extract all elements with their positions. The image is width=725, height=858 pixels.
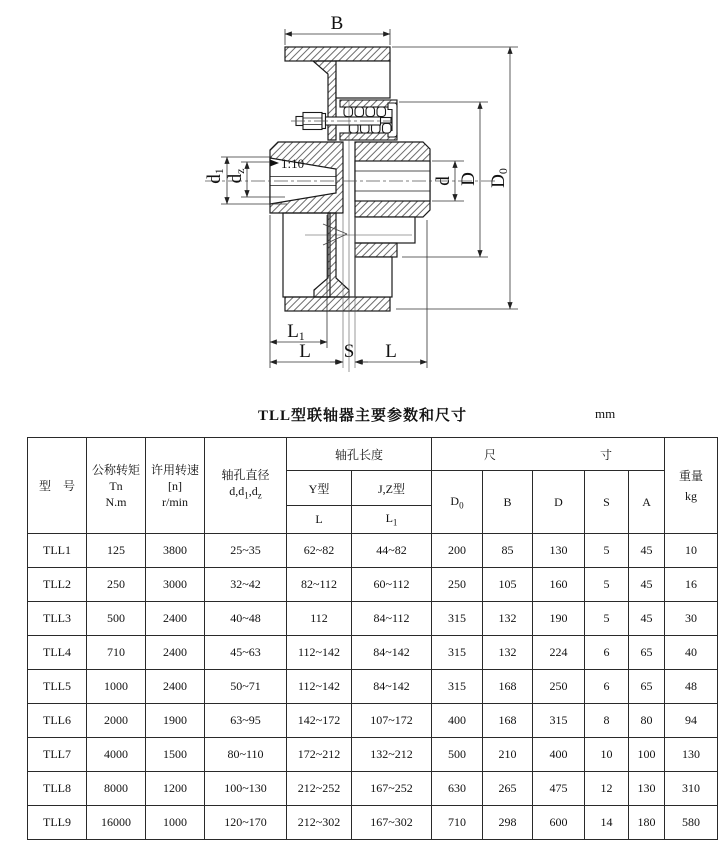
table-cell: 132~212 — [352, 738, 432, 772]
table-cell: 112~142 — [287, 670, 352, 704]
table-cell: 45 — [629, 568, 665, 602]
table-cell: 212~252 — [287, 772, 352, 806]
table-cell: 630 — [432, 772, 483, 806]
table-cell: 5 — [585, 602, 629, 636]
header-speed-line2: [n] — [168, 478, 182, 493]
table-cell: 6 — [585, 636, 629, 670]
dim-label-dz: dz — [225, 168, 247, 184]
header-weight — [665, 438, 718, 534]
table-cell: 45~63 — [205, 636, 287, 670]
header-bore-diameter-title: 轴孔直径 — [221, 468, 270, 483]
header-S: S — [585, 471, 629, 534]
table-cell: 710 — [87, 636, 146, 670]
table-cell: 65 — [629, 670, 665, 704]
table-cell: 500 — [432, 738, 483, 772]
table-cell: 80 — [629, 704, 665, 738]
table-cell: 400 — [432, 704, 483, 738]
table-cell: 16 — [665, 568, 718, 602]
table-cell: 62~82 — [287, 534, 352, 568]
dim-label-S: S — [343, 341, 355, 362]
header-D0: $D_0$ — [432, 471, 483, 534]
table-cell: 315 — [432, 636, 483, 670]
table-cell: 10 — [665, 534, 718, 568]
table-cell: 112~142 — [287, 636, 352, 670]
table-cell: 2400 — [146, 602, 205, 636]
table-cell: 107~172 — [352, 704, 432, 738]
table-cell: 315 — [432, 602, 483, 636]
dim-label-d: d — [433, 176, 454, 186]
table-cell: 710 — [432, 806, 483, 840]
right-hub — [355, 142, 430, 297]
header-speed — [146, 438, 205, 534]
table-cell: 60~112 — [352, 568, 432, 602]
dim-label-d1: d1 — [204, 168, 226, 184]
table-cell: 16000 — [87, 806, 146, 840]
header-L1: $L_1$ — [352, 506, 432, 534]
table-row — [28, 568, 718, 602]
gap-lines — [343, 100, 355, 372]
cell-model: TLL9 — [28, 806, 87, 840]
table-cell: 12 — [585, 772, 629, 806]
table-cell: 132 — [483, 636, 533, 670]
table-row — [28, 670, 718, 704]
table-cell: 65 — [629, 636, 665, 670]
table-row — [28, 738, 718, 772]
table-cell: 210 — [483, 738, 533, 772]
table-cell: 14 — [585, 806, 629, 840]
table-cell: 310 — [665, 772, 718, 806]
table-cell: 40 — [665, 636, 718, 670]
table-cell: 3800 — [146, 534, 205, 568]
table-row — [28, 534, 718, 568]
header-torque — [87, 438, 146, 534]
dim-label-B: B — [330, 13, 344, 34]
table-cell: 168 — [483, 704, 533, 738]
header-A: A — [629, 471, 665, 534]
table-cell: 1000 — [146, 806, 205, 840]
table-cell: 8000 — [87, 772, 146, 806]
header-size-char2: 寸 — [600, 447, 613, 462]
table-row — [28, 704, 718, 738]
dim-label-D: D — [458, 172, 479, 186]
taper-label: 1:10 — [281, 156, 305, 171]
dim-label-L1: L1 — [287, 321, 305, 343]
table-cell: 84~112 — [352, 602, 432, 636]
table-cell: 315 — [432, 670, 483, 704]
header-bore-length: 轴孔长度 — [287, 438, 432, 471]
unit-label: mm — [595, 406, 616, 421]
table-cell: 120~170 — [205, 806, 287, 840]
table-cell: 100 — [629, 738, 665, 772]
cell-model: TLL6 — [28, 704, 87, 738]
coupling-cross-section-drawing — [0, 0, 725, 400]
header-row-1 — [28, 438, 718, 471]
table-cell: 45 — [629, 602, 665, 636]
page-title: TLL型联轴器主要参数和尺寸 — [257, 408, 468, 424]
header-L: L — [287, 506, 352, 534]
table-cell: 2000 — [87, 704, 146, 738]
table-cell: 160 — [533, 568, 585, 602]
dim-label-D0: D0 — [488, 168, 510, 188]
title-row — [0, 404, 725, 432]
table-cell: 190 — [533, 602, 585, 636]
table-cell: 50~71 — [205, 670, 287, 704]
table-cell: 85 — [483, 534, 533, 568]
left-hub — [270, 142, 343, 213]
table-cell: 3000 — [146, 568, 205, 602]
table-cell: 600 — [533, 806, 585, 840]
table-cell: 94 — [665, 704, 718, 738]
table-cell: 2400 — [146, 636, 205, 670]
table-cell: 125 — [87, 534, 146, 568]
table-cell: 8 — [585, 704, 629, 738]
table-cell: 112 — [287, 602, 352, 636]
table-row — [28, 772, 718, 806]
header-jz-type: J,Z型 — [352, 471, 432, 506]
table-cell: 25~35 — [205, 534, 287, 568]
table-cell: 1500 — [146, 738, 205, 772]
table-cell: 172~212 — [287, 738, 352, 772]
header-torque-line1: 公称转矩 — [91, 462, 140, 477]
table-cell: 5 — [585, 534, 629, 568]
table-cell: 500 — [87, 602, 146, 636]
cell-model: TLL4 — [28, 636, 87, 670]
table-cell: 212~302 — [287, 806, 352, 840]
header-torque-line2: Tn — [109, 478, 123, 493]
table-cell: 130 — [629, 772, 665, 806]
table-cell: 48 — [665, 670, 718, 704]
table-cell: 10 — [585, 738, 629, 772]
table-cell: 142~172 — [287, 704, 352, 738]
header-size-char1: 尺 — [484, 447, 497, 462]
table-cell: 1200 — [146, 772, 205, 806]
table-cell: 1000 — [87, 670, 146, 704]
table-cell: 167~302 — [352, 806, 432, 840]
cell-model: TLL2 — [28, 568, 87, 602]
table-cell: 298 — [483, 806, 533, 840]
table-cell: 167~252 — [352, 772, 432, 806]
header-weight-line1: 重量 — [679, 468, 704, 483]
table-cell: 105 — [483, 568, 533, 602]
table-cell: 5 — [585, 568, 629, 602]
header-size — [432, 438, 665, 471]
header-weight-line2: kg — [685, 488, 698, 503]
header-y-type: Y型 — [287, 471, 352, 506]
header-D: D — [533, 471, 585, 534]
header-torque-line3: N.m — [105, 494, 127, 509]
cell-model: TLL5 — [28, 670, 87, 704]
table-cell: 580 — [665, 806, 718, 840]
header-model: 型 号 — [28, 438, 87, 534]
table-cell: 168 — [483, 670, 533, 704]
table-cell: 250 — [533, 670, 585, 704]
table-cell: 200 — [432, 534, 483, 568]
table-cell: 130 — [533, 534, 585, 568]
dim-label-L-left: L — [299, 341, 311, 362]
table-cell: 250 — [87, 568, 146, 602]
table-cell: 84~142 — [352, 636, 432, 670]
table-cell: 224 — [533, 636, 585, 670]
table-cell: 100~130 — [205, 772, 287, 806]
table-cell: 475 — [533, 772, 585, 806]
table-cell: 40~48 — [205, 602, 287, 636]
table-cell: 45 — [629, 534, 665, 568]
table-cell: 32~42 — [205, 568, 287, 602]
cell-model: TLL7 — [28, 738, 87, 772]
table-cell: 265 — [483, 772, 533, 806]
dim-label-L-right: L — [385, 341, 397, 362]
table-cell: 132 — [483, 602, 533, 636]
table-cell: 80~110 — [205, 738, 287, 772]
table-cell: 1900 — [146, 704, 205, 738]
table-cell: 30 — [665, 602, 718, 636]
header-bore-diameter — [205, 438, 287, 534]
table-row — [28, 602, 718, 636]
table-cell: 315 — [533, 704, 585, 738]
table-row — [28, 806, 718, 840]
table-cell: 44~82 — [352, 534, 432, 568]
cell-model: TLL8 — [28, 772, 87, 806]
spec-table — [27, 437, 718, 840]
cell-model: TLL1 — [28, 534, 87, 568]
table-cell: 82~112 — [287, 568, 352, 602]
table-cell: 2400 — [146, 670, 205, 704]
table-cell: 180 — [629, 806, 665, 840]
header-speed-line3: r/min — [162, 494, 188, 509]
table-cell: 130 — [665, 738, 718, 772]
table-row — [28, 636, 718, 670]
table-cell: 6 — [585, 670, 629, 704]
cell-model: TLL3 — [28, 602, 87, 636]
header-B: B — [483, 471, 533, 534]
table-cell: 4000 — [87, 738, 146, 772]
table-cell: 400 — [533, 738, 585, 772]
table-cell: 250 — [432, 568, 483, 602]
header-bore-diameter-formula: $d,d_1,d_z$ — [229, 484, 262, 501]
header-speed-line1: 许用转速 — [150, 462, 199, 477]
table-cell: 63~95 — [205, 704, 287, 738]
table-cell: 84~142 — [352, 670, 432, 704]
